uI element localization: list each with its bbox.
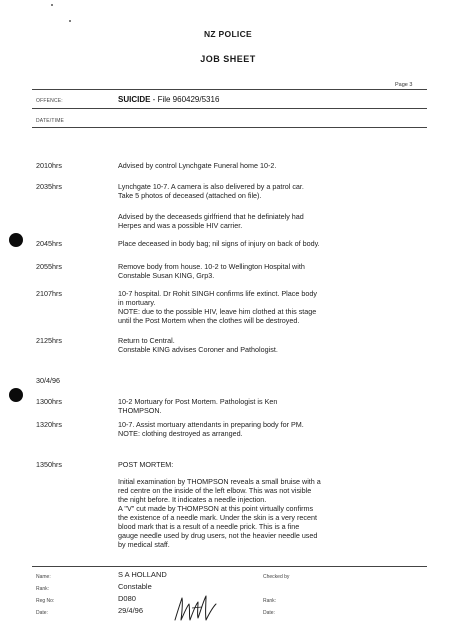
rule (32, 127, 427, 128)
checker-date-label: Date: (263, 610, 275, 616)
entry-time: 2010hrs (36, 161, 62, 170)
entry-text: 10-7 hospital. Dr Rohit SINGH confirms life extinct. Place body in mortuary. NOTE: due to the possible HIV, leave him clothed at this stage until the Post Mortem when the clothes will be destroyed. (118, 289, 317, 325)
regno-value: D080 (118, 594, 136, 603)
signature (172, 590, 220, 626)
entry-text: Advised by control Lynchgate Funeral home 10-2. (118, 161, 277, 170)
entry-text: Lynchgate 10-7. A camera is also delivered by a patrol car. Take 5 photos of deceased (attached on file). (118, 182, 304, 200)
rank-label: Rank: (36, 586, 50, 592)
entry-time: 2055hrs (36, 262, 62, 271)
entry-text: 10-7. Assist mortuary attendants in preparing body for PM. NOTE: clothing destroyed as arranged. (118, 420, 304, 438)
entry-text: Remove body from house. 10-2 to Wellington Hospital with Constable Susan KING, Grp3. (118, 262, 305, 280)
entry-time: 2045hrs (36, 239, 62, 248)
entry-time: 1350hrs (36, 460, 62, 469)
organisation-heading: NZ POLICE (203, 29, 253, 39)
entry-text: Advised by the deceaseds girlfriend that he definiately had Herpes and was a possible HIV carrier. (118, 212, 304, 230)
offence-file: - File 960429/5316 (150, 95, 220, 104)
punch-hole (9, 388, 23, 402)
name-value: S A HOLLAND (118, 570, 167, 579)
entry-time: 2107hrs (36, 289, 62, 298)
entry-time: 1300hrs (36, 397, 62, 406)
rule (32, 566, 427, 567)
punch-hole (9, 233, 23, 247)
entry-text: Place deceased in body bag; nil signs of injury on back of body. (118, 239, 320, 248)
offence-label: OFFENCE: (36, 98, 63, 104)
page-number: Page 3 (395, 82, 413, 88)
checked-by-label: Checked by (263, 574, 290, 580)
entry-text: 10-2 Mortuary for Post Mortem. Pathologist is Ken THOMPSON. (118, 397, 278, 415)
checker-rank-label: Rank: (263, 598, 277, 604)
date-heading: 30/4/96 (36, 376, 60, 385)
date-value: 29/4/96 (118, 606, 144, 615)
rule (32, 89, 427, 90)
entry-time: 2125hrs (36, 336, 62, 345)
name-label: Name: (36, 574, 51, 580)
regno-label: Reg No: (36, 598, 55, 604)
entry-time: 1320hrs (36, 420, 62, 429)
entry-time: 2035hrs (36, 182, 62, 191)
datetime-label: DATE/TIME (36, 118, 65, 124)
document-title: JOB SHEET (200, 54, 256, 64)
date-label: Date: (36, 610, 48, 616)
offence-type: SUICIDE (118, 95, 151, 104)
entry-text: Initial examination by THOMPSON reveals a small bruise with a red centre on the inside of the left elbow. This was not visible the night before. It indicates a needle injection. A "V" cut made by THOMPSON at this point virtually confirms the existence of a needle mark. Under the skin is a very recent blood mark that is a result of a needle prick. This is a fine gauge needle used by drug users, not the heavier needle used by medical staff. (118, 477, 321, 549)
speck (69, 20, 71, 22)
rule (32, 108, 427, 109)
rank-value: Constable (118, 582, 152, 591)
entry-text: POST MORTEM: (118, 460, 174, 469)
speck (51, 4, 53, 6)
entry-text: Return to Central. Constable KING advises Coroner and Pathologist. (118, 336, 278, 354)
offence-value (118, 95, 219, 104)
